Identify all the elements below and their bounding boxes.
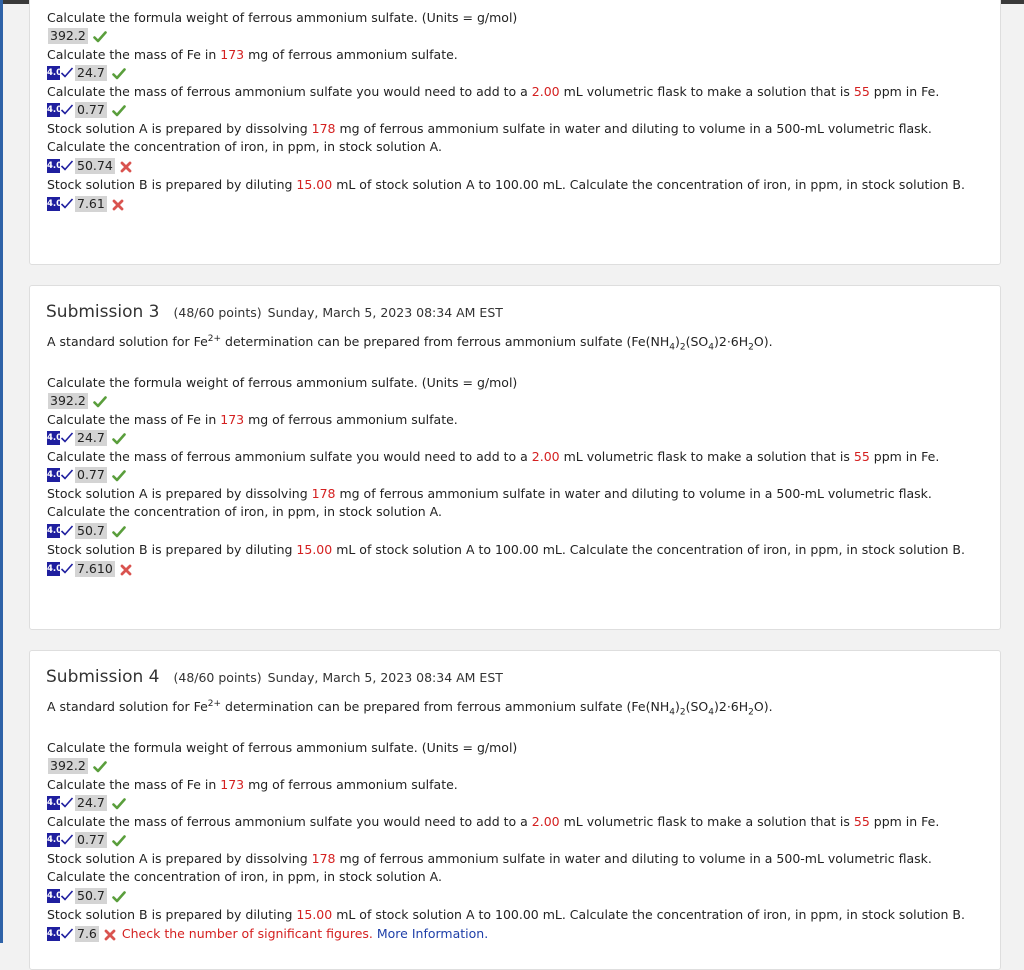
check-badge-icon — [47, 927, 74, 941]
parameter-value: 2.00 — [531, 84, 560, 99]
parameter-value: 2.00 — [531, 449, 560, 464]
parameter-value: 173 — [220, 47, 245, 62]
submission-card — [29, 650, 1001, 970]
question-stockA2 — [47, 139, 442, 154]
checkmark-icon — [93, 31, 107, 46]
answer-value[interactable]: 24.7 — [77, 65, 105, 80]
checkmark-icon — [112, 433, 126, 448]
intro-part: )2·6H — [714, 334, 749, 350]
checkmark-icon — [93, 761, 107, 776]
question-text: Stock solution B is prepared by diluting — [47, 542, 297, 557]
question-text: Calculate the mass of ferrous ammonium sulfate you would need to add to a — [47, 449, 532, 464]
question-text: Calculate the concentration of iron, in ppm, in stock solution A. — [47, 869, 442, 884]
submission-date: Sunday, March 5, 2023 08:34 AM EST — [267, 305, 503, 320]
question-fw — [47, 10, 517, 25]
question-text: mL volumetric flask to make a solution that is — [559, 84, 854, 99]
parameter-value: 2.00 — [531, 814, 560, 829]
answer-value[interactable]: 50.7 — [77, 888, 105, 903]
badge-number: 4.0 — [47, 433, 63, 443]
badge-number: 4.0 — [47, 891, 63, 901]
more-information-link[interactable]: More Information. — [376, 926, 489, 941]
submission-title: Submission 4 — [46, 667, 160, 687]
question-flask — [47, 84, 939, 99]
question-text: mg of ferrous ammonium sulfate in water and diluting to volume in a 500-mL volumetric flask. — [335, 486, 932, 501]
intro-part: O). — [753, 699, 773, 715]
answer-value[interactable]: 0.77 — [77, 832, 105, 847]
badge-number: 4.0 — [47, 526, 63, 536]
formula-part: 2 — [679, 707, 686, 718]
parameter-value: 55 — [853, 84, 870, 99]
parameter-value: 15.00 — [296, 542, 333, 557]
question-text: mg of ferrous ammonium sulfate in water and diluting to volume in a 500-mL volumetric flask. — [335, 121, 932, 136]
answer-value[interactable]: 50.74 — [77, 158, 113, 173]
question-stockA — [47, 851, 932, 866]
formula-part: 4 — [669, 342, 675, 353]
question-text: mL volumetric flask to make a solution that is — [559, 814, 854, 829]
check-badge-icon — [47, 796, 74, 810]
intro-part: ) — [674, 699, 680, 715]
parameter-value: 15.00 — [296, 177, 333, 192]
formula-part: 2 — [679, 342, 686, 353]
parameter-value: 15.00 — [296, 907, 333, 922]
badge-number: 4.0 — [47, 470, 63, 480]
badge-number: 4.0 — [47, 161, 63, 171]
question-text: Calculate the mass of ferrous ammonium sulfate you would need to add to a — [47, 814, 532, 829]
answer-fw — [47, 393, 107, 409]
answer-value[interactable]: 50.7 — [77, 523, 105, 538]
formula-part: 4 — [669, 707, 675, 718]
question-stockB — [47, 177, 965, 192]
question-text: Calculate the formula weight of ferrous ammonium sulfate. (Units = g/mol) — [47, 740, 518, 755]
question-stockA — [47, 486, 932, 501]
submission-points: (48/60 points) — [173, 305, 262, 320]
question-mass — [47, 47, 458, 62]
x-mark-icon — [120, 564, 132, 579]
answer-fw — [47, 28, 107, 44]
question-text: Calculate the formula weight of ferrous ammonium sulfate. (Units = g/mol) — [47, 10, 518, 25]
question-mass — [47, 412, 458, 427]
left-accent-bar — [0, 0, 3, 943]
question-stockB — [47, 907, 965, 922]
answer-value[interactable]: 392.2 — [50, 393, 86, 408]
answer-stockB — [47, 196, 124, 212]
checkmark-icon — [112, 526, 126, 541]
question-text: Stock solution B is prepared by diluting — [47, 177, 297, 192]
badge-number: 4.0 — [47, 798, 63, 808]
check-badge-icon — [47, 103, 74, 117]
check-badge-icon — [47, 66, 74, 80]
question-text: ppm in Fe. — [869, 449, 940, 464]
question-stockA2 — [47, 869, 442, 884]
question-text: Calculate the mass of Fe in — [47, 412, 221, 427]
parameter-value: 178 — [311, 121, 336, 136]
badge-number: 4.0 — [47, 68, 63, 78]
x-mark-icon — [120, 161, 132, 176]
question-fw — [47, 375, 517, 390]
question-flask — [47, 814, 939, 829]
question-stockA — [47, 121, 932, 136]
check-badge-icon — [47, 524, 74, 538]
checkmark-icon — [112, 835, 126, 850]
x-mark-icon — [104, 929, 116, 944]
answer-value[interactable]: 24.7 — [77, 430, 105, 445]
question-text: mL volumetric flask to make a solution that is — [559, 449, 854, 464]
question-text: mL of stock solution A to 100.00 mL. Calculate the concentration of iron, in ppm, in stock solution B. — [332, 907, 965, 922]
parameter-value: 55 — [853, 814, 870, 829]
answer-stockA — [47, 888, 126, 904]
question-text: Calculate the formula weight of ferrous ammonium sulfate. (Units = g/mol) — [47, 375, 518, 390]
formula-part: 2 — [748, 707, 754, 718]
formula-part: 4 — [708, 707, 714, 718]
answer-value[interactable]: 392.2 — [50, 28, 86, 43]
check-badge-icon — [47, 562, 74, 576]
check-badge-icon — [47, 197, 74, 211]
question-text: Stock solution A is prepared by dissolving — [47, 851, 312, 866]
checkmark-icon — [93, 396, 107, 411]
question-text: Calculate the mass of Fe in — [47, 777, 221, 792]
answer-value[interactable]: 0.77 — [77, 467, 105, 482]
question-text: mL of stock solution A to 100.00 mL. Calculate the concentration of iron, in ppm, in stock solution B. — [332, 542, 965, 557]
answer-value[interactable]: 7.61 — [77, 196, 105, 211]
intro-part: A standard solution for Fe — [47, 334, 208, 350]
question-fw — [47, 740, 517, 755]
answer-flask — [47, 102, 126, 118]
badge-number: 4.0 — [47, 564, 63, 574]
feedback-text: Check the number of significant figures. — [121, 926, 373, 941]
parameter-value: 178 — [311, 851, 336, 866]
answer-fw — [47, 758, 107, 774]
intro-part: )2·6H — [714, 699, 749, 715]
answer-stockA — [47, 158, 132, 174]
x-mark-icon — [112, 199, 124, 214]
question-text: mL of stock solution A to 100.00 mL. Calculate the concentration of iron, in ppm, in stock solution B. — [332, 177, 965, 192]
question-text: ppm in Fe. — [869, 814, 940, 829]
intro-part: ) — [674, 334, 680, 350]
submission-date: Sunday, March 5, 2023 08:34 AM EST — [267, 670, 503, 685]
question-text: Stock solution A is prepared by dissolving — [47, 486, 312, 501]
check-badge-icon — [47, 468, 74, 482]
question-stockB — [47, 542, 965, 557]
question-text: Calculate the mass of ferrous ammonium sulfate you would need to add to a — [47, 84, 532, 99]
question-text: Calculate the mass of Fe in — [47, 47, 221, 62]
question-flask — [47, 449, 939, 464]
parameter-value: 178 — [311, 486, 336, 501]
check-badge-icon — [47, 889, 74, 903]
formula-part: 2+ — [207, 699, 222, 709]
intro-part: determination can be prepared from ferrous ammonium sulfate (Fe(NH — [221, 334, 670, 350]
submission-title: Submission 3 — [46, 302, 160, 322]
parameter-value: 173 — [220, 777, 245, 792]
intro-part: O). — [753, 334, 773, 350]
check-badge-icon — [47, 833, 74, 847]
answer-value[interactable]: 0.77 — [77, 102, 105, 117]
question-mass — [47, 777, 458, 792]
intro-part: determination can be prepared from ferrous ammonium sulfate (Fe(NH — [221, 699, 670, 715]
badge-number: 4.0 — [47, 199, 63, 209]
question-text: Calculate the concentration of iron, in ppm, in stock solution A. — [47, 504, 442, 519]
checkmark-icon — [112, 891, 126, 906]
checkmark-icon — [112, 798, 126, 813]
submission-header — [46, 302, 503, 322]
question-text: mg of ferrous ammonium sulfate. — [244, 412, 458, 427]
question-text: Calculate the concentration of iron, in ppm, in stock solution A. — [47, 139, 442, 154]
question-text: mg of ferrous ammonium sulfate. — [244, 777, 458, 792]
check-badge-icon — [47, 159, 74, 173]
answer-stockA — [47, 523, 126, 539]
question-text: Stock solution A is prepared by dissolving — [47, 121, 312, 136]
question-text: ppm in Fe. — [869, 84, 940, 99]
answer-mass — [47, 65, 126, 81]
answer-value[interactable]: 7.610 — [77, 561, 113, 576]
submission-header — [46, 667, 503, 687]
badge-number: 4.0 — [47, 929, 63, 939]
question-text: mg of ferrous ammonium sulfate. — [244, 47, 458, 62]
answer-value[interactable]: 7.6 — [77, 926, 97, 941]
check-badge-icon — [47, 431, 74, 445]
parameter-value: 55 — [853, 449, 870, 464]
formula-part: 2+ — [207, 334, 222, 344]
answer-flask — [47, 467, 126, 483]
answer-stockB — [47, 926, 488, 942]
question-text: mg of ferrous ammonium sulfate in water and diluting to volume in a 500-mL volumetric flask. — [335, 851, 932, 866]
checkmark-icon — [112, 470, 126, 485]
intro-text — [47, 334, 773, 353]
answer-mass — [47, 795, 126, 811]
intro-part: (SO — [685, 334, 709, 350]
answer-mass — [47, 430, 126, 446]
intro-part: A standard solution for Fe — [47, 699, 208, 715]
answer-value[interactable]: 392.2 — [50, 758, 86, 773]
checkmark-icon — [112, 105, 126, 120]
checkmark-icon — [112, 68, 126, 83]
question-stockA2 — [47, 504, 442, 519]
answer-flask — [47, 832, 126, 848]
intro-part: (SO — [685, 699, 709, 715]
answer-stockB — [47, 561, 132, 577]
submission-points: (48/60 points) — [173, 670, 262, 685]
formula-part: 2 — [748, 342, 754, 353]
answer-value[interactable]: 24.7 — [77, 795, 105, 810]
question-text: Stock solution B is prepared by diluting — [47, 907, 297, 922]
badge-number: 4.0 — [47, 105, 63, 115]
formula-part: 4 — [708, 342, 714, 353]
parameter-value: 173 — [220, 412, 245, 427]
intro-text — [47, 699, 773, 718]
badge-number: 4.0 — [47, 835, 63, 845]
